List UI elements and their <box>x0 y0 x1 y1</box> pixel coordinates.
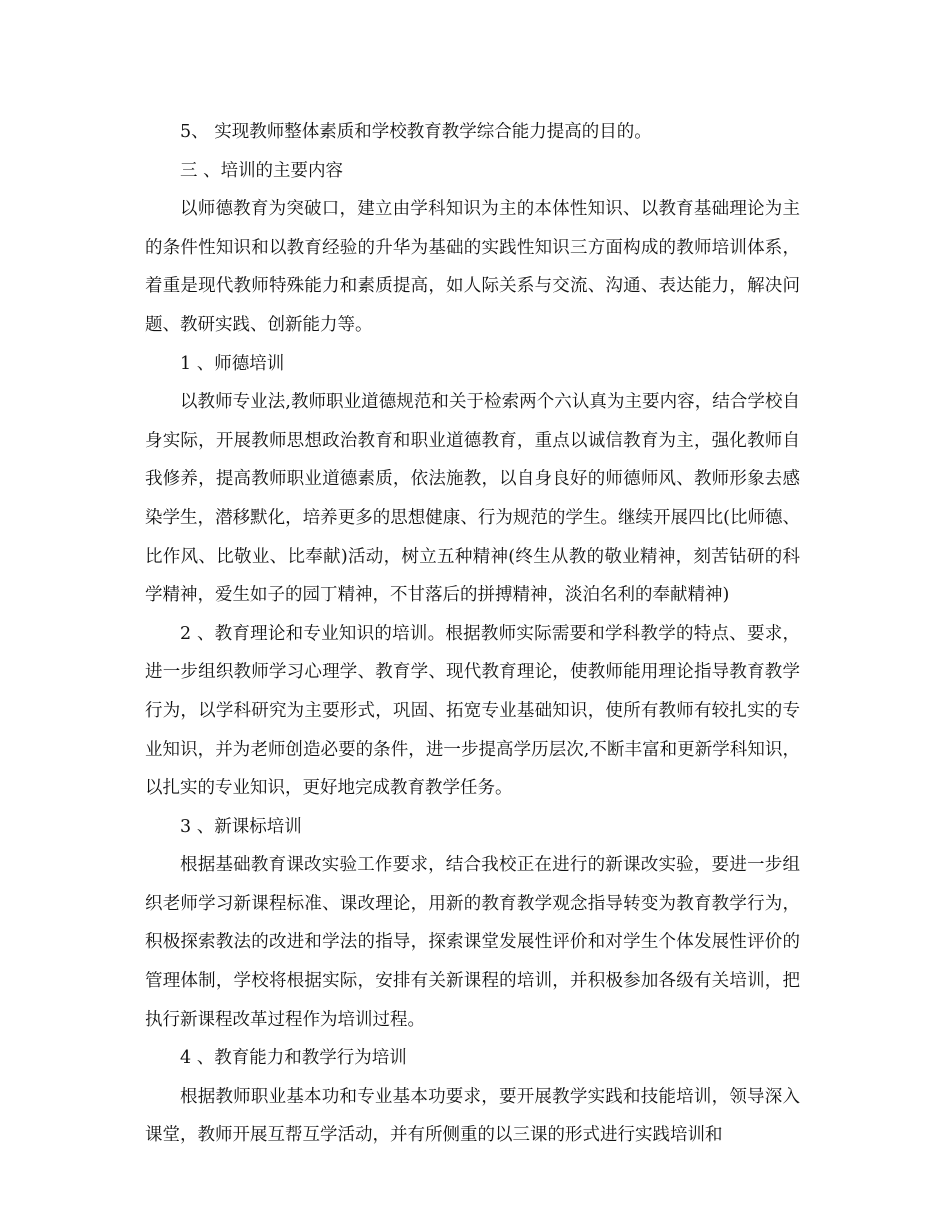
paragraph-ethics-training: 以教师专业法,教师职业道德规范和关于检索两个六认真为主要内容，结合学校自身实际，开展教师思想政治教育和职业道德教育，重点以诚信教育为主，强化教师自我修养，提高教师职业道德素质，依法施教，以自身良好的师德师风、教师形象去感染学生，潜移默化，培养更多的思想健康、行为规范的学生。继续开展四比(比师德、比作风、比敬业、比奉献)活动，树立五种精神(终生从教的敬业精神，刻苦钻研的科学精神，爱生如子的园丁精神，不甘落后的拼搏精神，淡泊名利的奉献精神) <box>145 392 800 606</box>
subheading-new-curriculum-training: 3 、新课标培训 <box>180 816 302 837</box>
subheading-teaching-ability-training: 4 、教育能力和教学行为培训 <box>180 1048 407 1069</box>
subheading-ethics-training: 1 、师德培训 <box>180 353 285 374</box>
list-item-goal-5: 5、 实现教师整体素质和学校教育教学综合能力提高的目的。 <box>180 122 652 142</box>
paragraph-new-curriculum-training: 根据基础教育课改实验工作要求，结合我校正在进行的新课改实验，要进一步组织老师学习新课程标准、课改理论，用新的教育教学观念指导转变为教育教学行为，积极探索教法的改进和学法的指导，探索课堂发展性评价和对学生个体发展性评价的管理体制，学校将根据实际，安排有关新课程的培训，并积极参加各级有关培训，把执行新课程改革过程作为培训过程。 <box>145 855 800 1030</box>
document-body <box>145 113 800 1155</box>
section-heading-training-content: 三 、培训的主要内容 <box>180 160 344 181</box>
paragraph-teaching-ability-training: 根据教师职业基本功和专业基本功要求，要开展教学实践和技能培训，领导深入课堂，教师开展互帮互学活动，并有所侧重的以三课的形式进行实践培训和 <box>145 1086 800 1146</box>
paragraph-training-system: 以师德教育为突破口，建立由学科知识为主的本体性知识、以教育基础理论为主的条件性知识和以教育经验的升华为基础的实践性知识三方面构成的教师培训体系，着重是现代教师特殊能力和素质提高，如人际关系与交流、沟通、表达能力，解决问题、教研实践、创新能力等。 <box>145 199 800 335</box>
paragraph-theory-training: 2 、教育理论和专业知识的培训。根据教师实际需要和学科教学的特点、要求，进一步组织教师学习心理学、教育学、现代教育理论，使教师能用理论指导教育教学行为，以学科研究为主要形式，巩固、拓宽专业基础知识，使所有教师有较扎实的专业知识，并为老师创造必要的条件，进一步提高学历层次,不断丰富和更新学科知识，以扎实的专业知识，更好地完成教育教学任务。 <box>145 623 800 799</box>
